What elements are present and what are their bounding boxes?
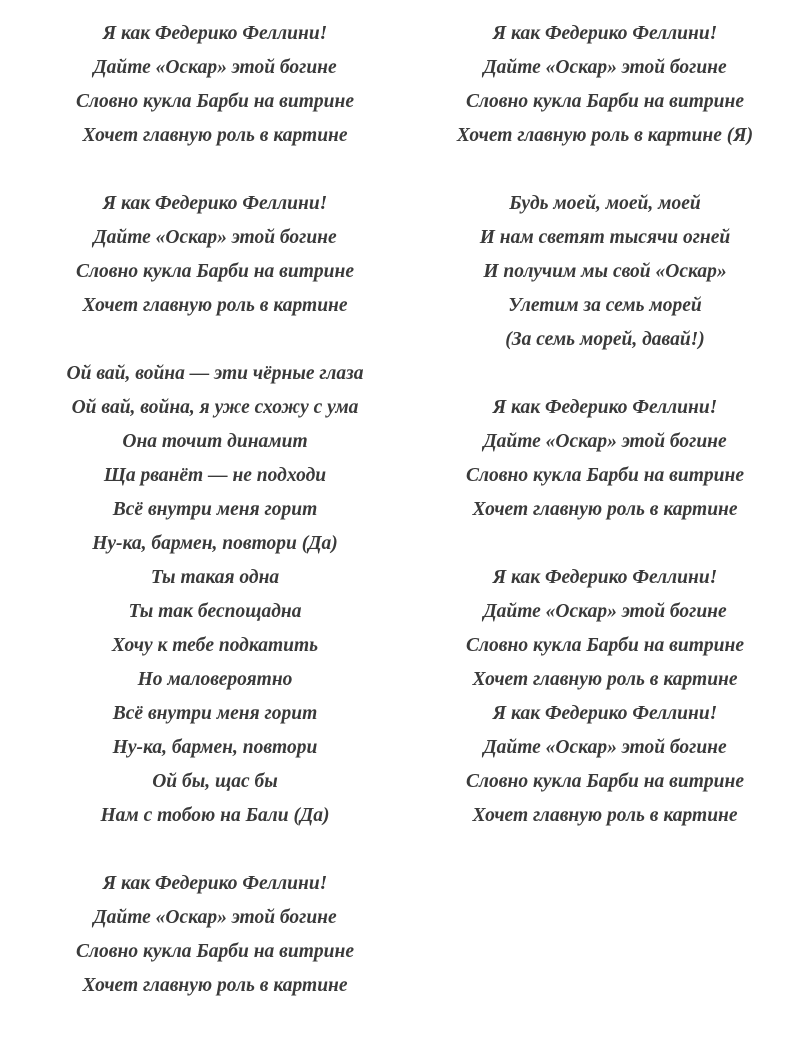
lyric-line: Я как Федерико Феллини! (492, 397, 718, 418)
lyric-line: Словно кукла Барби на витрине (466, 91, 744, 112)
lyric-line: Она точит динамит (122, 431, 308, 452)
lyrics-column-left (18, 17, 412, 1003)
lyric-line: Хочет главную роль в картине (472, 669, 738, 690)
lyric-line: Я как Федерико Феллини! (492, 23, 718, 44)
lyric-line: Ты так беспощадна (128, 601, 302, 622)
lyric-line: Словно кукла Барби на витрине (76, 261, 354, 282)
lyric-line: Я как Федерико Феллини! (492, 567, 718, 588)
lyric-line: И получим мы свой «Оскар» (483, 261, 727, 282)
lyric-line: Дайте «Оскар» этой богине (93, 907, 337, 928)
lyrics-column-right (412, 17, 798, 833)
lyric-line: Ой бы, щас бы (152, 771, 278, 792)
lyric-line: Я как Федерико Феллини! (102, 873, 328, 894)
lyric-line: Я как Федерико Феллини! (102, 23, 328, 44)
stanza-chorus (18, 867, 412, 1003)
lyric-line: Дайте «Оскар» этой богине (483, 431, 727, 452)
lyric-line: Всё внутри меня горит (112, 499, 318, 520)
lyric-line: Словно кукла Барби на витрине (466, 771, 744, 792)
lyric-line: Ой вай, война, я уже схожу с ума (71, 397, 359, 418)
stanza-bridge (412, 187, 798, 357)
lyric-line: Дайте «Оскар» этой богине (483, 57, 727, 78)
lyric-line: Словно кукла Барби на витрине (466, 465, 744, 486)
stanza-verse (18, 357, 412, 833)
lyric-line: Хочет главную роль в картине (82, 125, 348, 146)
lyric-line: Ты такая одна (150, 567, 280, 588)
lyric-line: Хочет главную роль в картине (472, 805, 738, 826)
lyric-line: Ну-ка, бармен, повтори (Да) (92, 533, 338, 554)
lyric-line: Словно кукла Барби на витрине (76, 941, 354, 962)
lyric-line: Словно кукла Барби на витрине (76, 91, 354, 112)
lyric-line: Дайте «Оскар» этой богине (93, 227, 337, 248)
lyric-line: Улетим за семь морей (508, 295, 702, 316)
lyric-line: (За семь морей, давай!) (505, 329, 705, 350)
lyric-line: Ну-ка, бармен, повтори (112, 737, 318, 758)
stanza-chorus (18, 17, 412, 153)
lyric-line: Будь моей, моей, моей (509, 193, 701, 214)
lyric-line: Хочу к тебе подкатить (111, 635, 319, 656)
lyric-line: Я как Федерико Феллини! (492, 703, 718, 724)
lyric-line: Словно кукла Барби на витрине (466, 635, 744, 656)
lyric-line: Хочет главную роль в картине (472, 499, 738, 520)
stanza-chorus (412, 561, 798, 833)
lyric-line: Хочет главную роль в картине (Я) (456, 125, 754, 146)
lyric-line: И нам светят тысячи огней (479, 227, 731, 248)
stanza-chorus (18, 187, 412, 323)
stanza-chorus (412, 17, 798, 153)
lyric-line: Хочет главную роль в картине (82, 975, 348, 996)
lyric-line: Дайте «Оскар» этой богине (483, 601, 727, 622)
lyric-line: Хочет главную роль в картине (82, 295, 348, 316)
lyric-line: Дайте «Оскар» этой богине (93, 57, 337, 78)
stanza-chorus (412, 391, 798, 527)
lyric-line: Но маловероятно (137, 669, 293, 690)
lyric-line: Всё внутри меня горит (112, 703, 318, 724)
lyric-line: Ща рванёт — не подходи (103, 465, 327, 486)
lyric-line: Дайте «Оскар» этой богине (483, 737, 727, 758)
lyric-line: Нам с тобою на Бали (Да) (100, 805, 330, 826)
lyric-line: Я как Федерико Феллини! (102, 193, 328, 214)
lyric-line: Ой вай, война — эти чёрные глаза (66, 363, 364, 384)
